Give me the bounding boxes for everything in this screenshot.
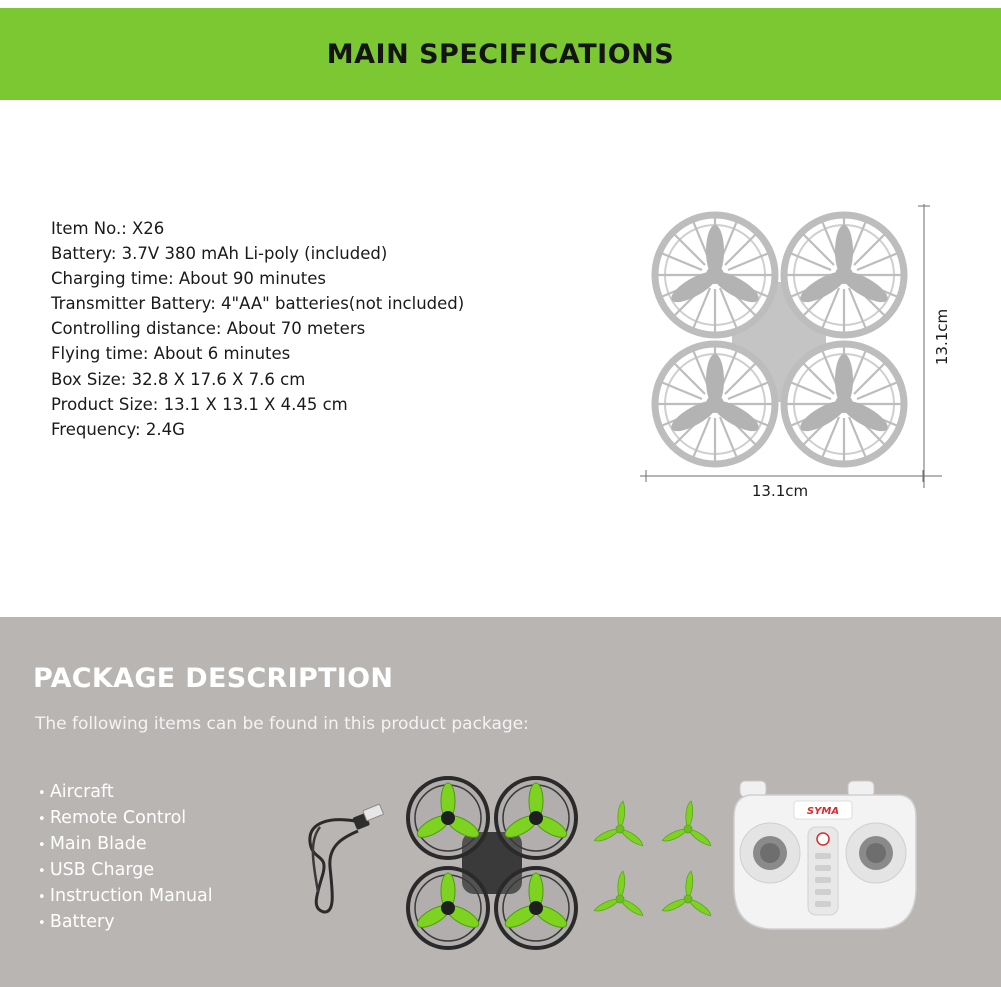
remote-control-image: [730, 777, 920, 935]
package-item-instruction-manual: • Instruction Manual: [38, 884, 213, 910]
package-description-section: [0, 617, 1001, 987]
usb-cable-image: [300, 797, 390, 917]
spec-transmitter-battery: Transmitter Battery: 4"AA" batteries(not included): [51, 294, 465, 314]
spec-flying-time: Flying time: About 6 minutes: [51, 344, 291, 364]
main-blade-image: [588, 795, 723, 930]
main-specifications-title: MAIN SPECIFICATIONS: [326, 38, 675, 70]
spec-item-no: Item No.: X26: [51, 219, 165, 238]
package-intro-text: The following items can be found in this product package:: [35, 714, 529, 734]
spec-list: [51, 216, 464, 442]
drone-propeller-guard: [784, 215, 904, 335]
drone-dimension-diagram: [636, 196, 966, 506]
drone-propeller-guard: [655, 344, 775, 464]
width-dimension-label: 13.1cm: [751, 482, 809, 500]
spec-charging-time: Charging time: About 90 minutes: [51, 269, 326, 289]
package-item-usb-charge: • USB Charge: [38, 858, 213, 884]
spec-controlling-distance: Controlling distance: About 70 meters: [51, 319, 366, 339]
package-item-main-blade: • Main Blade: [38, 832, 213, 858]
spec-box-size: Box Size: 32.8 X 17.6 X 7.6 cm: [51, 369, 306, 389]
height-dimension-label: 13.1cm: [933, 308, 951, 366]
drone-propeller-guard: [655, 215, 775, 335]
spec-product-size: Product Size: 13.1 X 13.1 X 4.45 cm: [51, 394, 348, 414]
remote-brand-logo: SYMA: [806, 806, 840, 817]
main-specifications-banner: [0, 8, 1001, 100]
aircraft-image: [404, 774, 580, 952]
package-description-title: PACKAGE DESCRIPTION: [33, 663, 394, 694]
package-item-aircraft: • Aircraft: [38, 780, 213, 806]
drone-propeller-guard: [784, 344, 904, 464]
package-item-remote-control: • Remote Control: [38, 806, 213, 832]
spec-frequency: Frequency: 2.4G: [51, 419, 185, 439]
package-item-battery: • Battery: [38, 910, 213, 936]
package-item-list: [38, 780, 213, 936]
spec-battery: Battery: 3.7V 380 mAh Li-poly (included): [51, 244, 388, 264]
